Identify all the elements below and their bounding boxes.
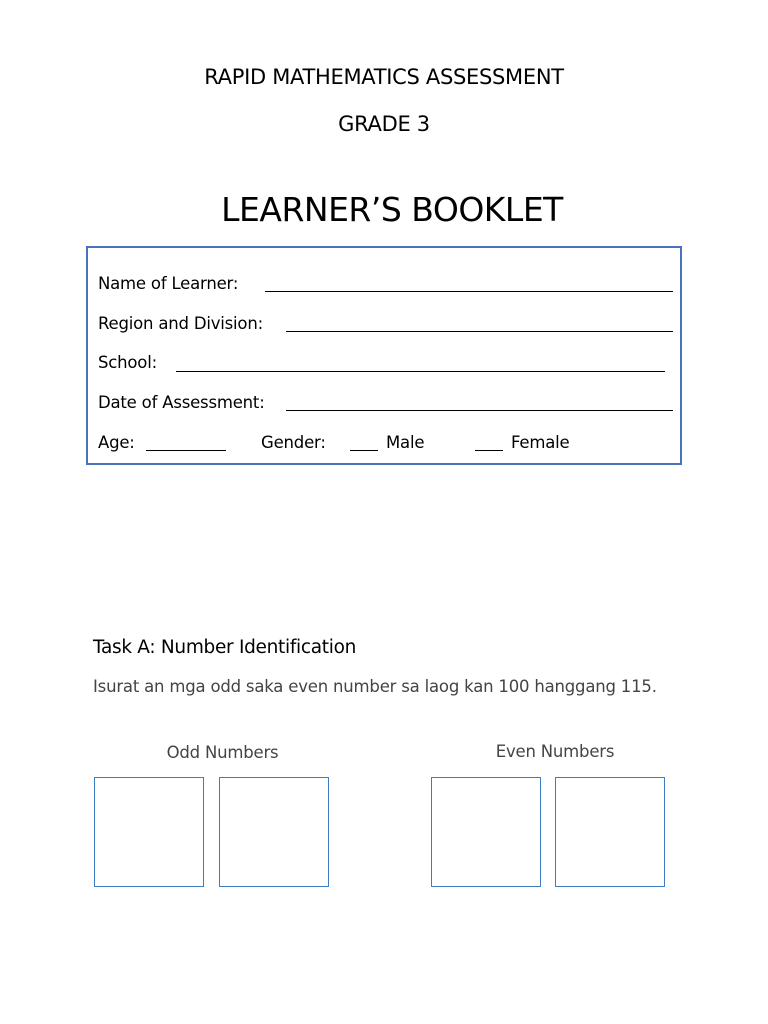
odd-numbers-label: Odd Numbers — [166, 743, 279, 762]
date-field[interactable] — [286, 410, 673, 411]
region-division-field[interactable] — [286, 331, 673, 332]
age-label: Age: — [98, 433, 135, 452]
booklet-title: LEARNER’S BOOKLET — [221, 190, 563, 229]
female-label: Female — [511, 433, 570, 452]
even-answer-box[interactable] — [555, 777, 665, 887]
even-answer-box[interactable] — [431, 777, 541, 887]
even-numbers-label: Even Numbers — [495, 742, 615, 761]
male-label: Male — [386, 433, 425, 452]
odd-answer-box[interactable] — [94, 777, 204, 887]
name-field[interactable] — [265, 291, 673, 292]
gender-label: Gender: — [261, 433, 326, 452]
female-checkbox[interactable] — [475, 450, 503, 451]
age-field[interactable] — [146, 450, 226, 451]
date-label: Date of Assessment: — [98, 393, 265, 412]
odd-answer-box[interactable] — [219, 777, 329, 887]
task-instruction: Isurat an mga odd saka even number sa laog kan 100 hanggang 115. — [93, 677, 657, 696]
school-field[interactable] — [176, 371, 665, 372]
grade-level: GRADE 3 — [338, 112, 430, 136]
learner-info-box — [86, 246, 682, 465]
assessment-title: RAPID MATHEMATICS ASSESSMENT — [204, 65, 564, 89]
name-label: Name of Learner: — [98, 274, 239, 293]
school-label: School: — [98, 353, 157, 372]
male-checkbox[interactable] — [350, 450, 378, 451]
task-title: Task A: Number Identification — [93, 637, 357, 658]
region-division-label: Region and Division: — [98, 314, 263, 333]
